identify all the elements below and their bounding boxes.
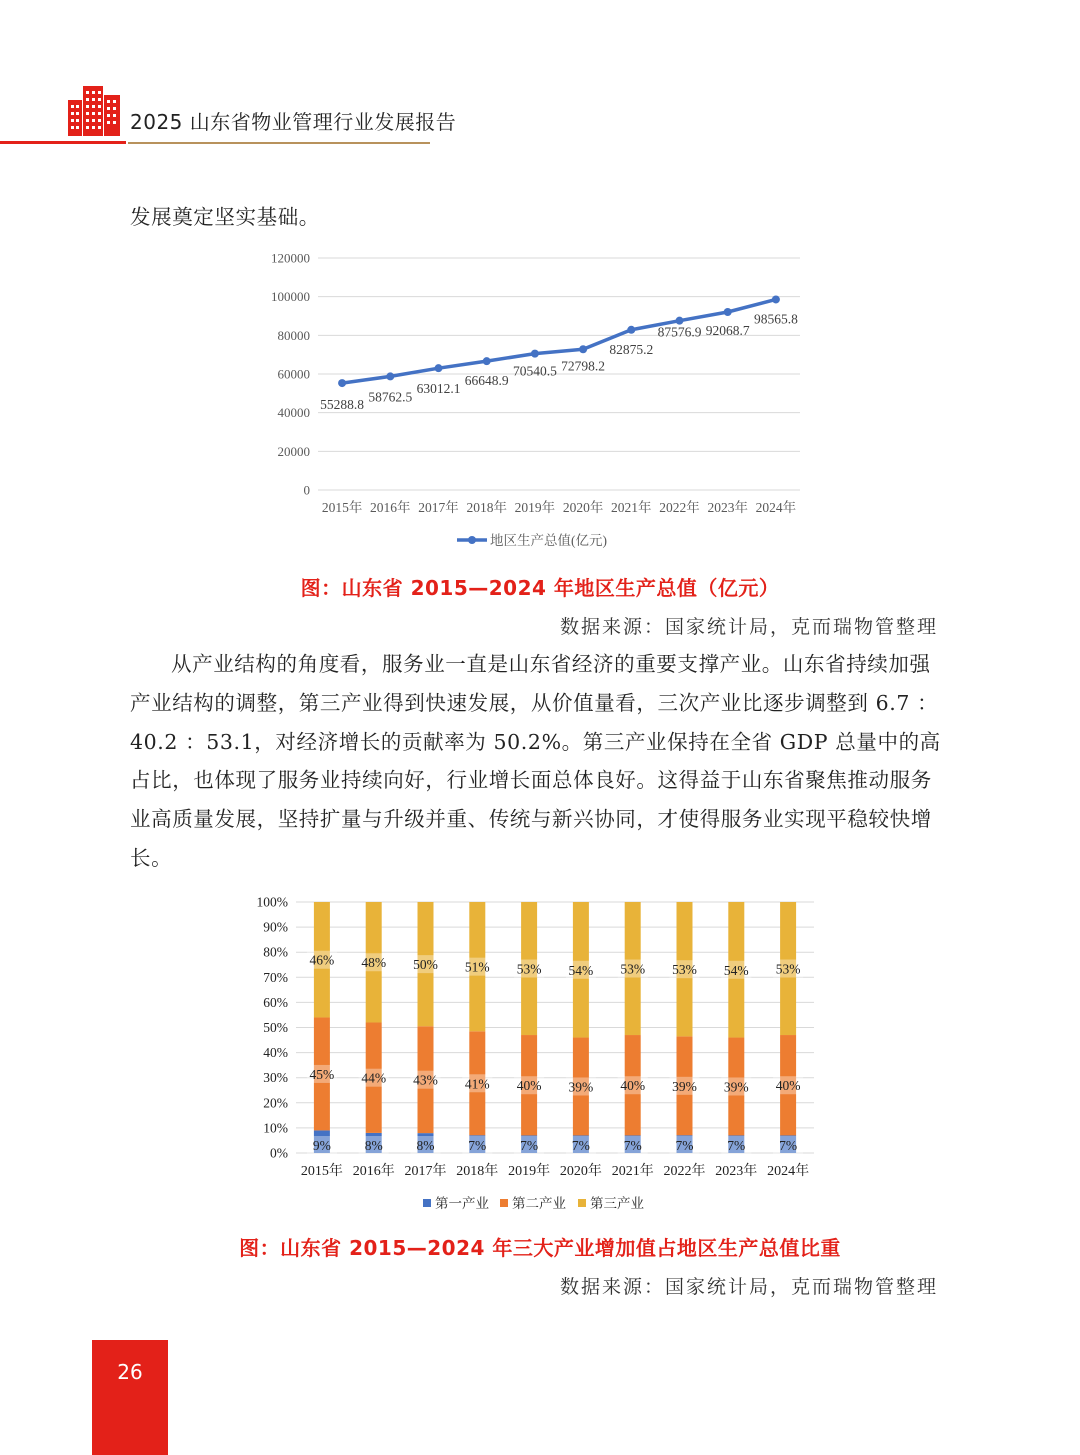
- x-tick-label: 2024年: [767, 1164, 810, 1179]
- data-label: 72798.2: [561, 358, 606, 374]
- chart2-caption: 图：山东省 2015—2024 年三大产业增加值占地区生产总值比重: [239, 1236, 841, 1260]
- x-tick-label: 2019年: [508, 1164, 551, 1179]
- y-tick-label: 70%: [263, 969, 288, 985]
- y-tick-label: 40000: [277, 405, 310, 421]
- building-logo-icon: [68, 86, 120, 136]
- data-label: 7%: [520, 1138, 539, 1153]
- legend-label: 地区生产总值(亿元): [490, 533, 607, 548]
- data-label: 53%: [672, 962, 697, 978]
- x-tick-label: 2017年: [404, 1164, 447, 1179]
- data-label: 8%: [364, 1138, 383, 1153]
- legend: [423, 1195, 644, 1211]
- data-label: 39%: [568, 1079, 594, 1095]
- x-tick-label: 2020年: [559, 1164, 602, 1179]
- data-label: 7%: [623, 1138, 642, 1153]
- data-label: 55288.8: [320, 397, 365, 413]
- y-tick-label: 80000: [277, 327, 310, 343]
- x-tick-label: 2016年: [370, 500, 411, 515]
- data-label: 7%: [779, 1138, 798, 1153]
- data-label: 66648.9: [464, 373, 509, 389]
- data-label: 8%: [416, 1138, 435, 1153]
- y-tick-label: 30%: [263, 1070, 288, 1086]
- data-label: 53%: [620, 961, 646, 977]
- page-number-tab: [92, 1340, 168, 1455]
- data-label: 92068.7: [705, 323, 750, 339]
- y-tick-label: 90%: [263, 919, 288, 935]
- data-point: [772, 295, 780, 303]
- x-tick-label: 2023年: [715, 1164, 758, 1179]
- data-label: 48%: [361, 955, 387, 971]
- chart1-source: 数据来源：国家统计局，克而瑞物管整理: [559, 616, 938, 638]
- data-label: 39%: [723, 1079, 749, 1095]
- data-label: 43%: [413, 1072, 438, 1088]
- data-label: 7%: [571, 1138, 590, 1153]
- page-number: 26: [117, 1360, 143, 1384]
- x-tick-label: 2018年: [456, 1164, 499, 1179]
- data-label: 98565.8: [753, 311, 798, 327]
- x-tick-label: 2023年: [707, 500, 748, 515]
- data-point: [386, 372, 394, 380]
- y-tick-label: 80%: [263, 944, 288, 960]
- data-label: 7%: [468, 1138, 487, 1153]
- legend-label: 第二产业: [512, 1196, 566, 1211]
- data-label: 9%: [312, 1138, 331, 1153]
- data-point: [483, 357, 491, 365]
- y-tick-label: 0%: [270, 1145, 288, 1161]
- data-label: 39%: [672, 1078, 697, 1094]
- x-tick-label: 2021年: [611, 1164, 654, 1179]
- legend-swatch: [500, 1199, 508, 1207]
- data-label: 70540.5: [512, 363, 557, 379]
- y-tick-label: 10%: [263, 1120, 288, 1136]
- y-tick-label: 20%: [263, 1095, 288, 1111]
- x-tick-label: 2016年: [352, 1164, 395, 1179]
- data-label: 58762.5: [368, 389, 413, 405]
- legend-swatch: [578, 1199, 586, 1207]
- y-tick-label: 100000: [271, 289, 310, 305]
- legend-label: 第一产业: [435, 1196, 489, 1211]
- x-tick-label: 2018年: [466, 500, 507, 515]
- data-label: 54%: [568, 962, 594, 978]
- chart2-source: 数据来源：国家统计局，克而瑞物管整理: [559, 1276, 938, 1298]
- data-label: 44%: [361, 1070, 387, 1086]
- x-tick-label: 2017年: [418, 500, 459, 515]
- x-tick-label: 2022年: [659, 500, 700, 515]
- data-point: [579, 345, 587, 353]
- x-tick-label: 2019年: [514, 500, 556, 515]
- x-tick-label: 2020年: [562, 500, 604, 515]
- data-label: 54%: [723, 962, 749, 978]
- x-tick-label: 2015年: [321, 500, 363, 515]
- data-label: 7%: [727, 1138, 746, 1153]
- industry-share-bar-chart: [240, 885, 840, 1220]
- series-line: [342, 299, 776, 383]
- data-point: [435, 364, 443, 372]
- x-tick-label: 2015年: [300, 1164, 343, 1179]
- report-title: 2025 山东省物业管理行业发展报告: [130, 110, 457, 134]
- data-label: 45%: [309, 1066, 335, 1082]
- data-label: 53%: [775, 961, 801, 977]
- data-label: 50%: [413, 957, 438, 973]
- y-tick-label: 60%: [263, 994, 288, 1010]
- data-label: 40%: [775, 1078, 801, 1094]
- legend-marker: [468, 536, 476, 544]
- intro-paragraph: 发展奠定坚实基础。: [130, 205, 320, 229]
- data-point: [724, 308, 732, 316]
- y-tick-label: 120000: [271, 250, 310, 266]
- header-red-rule: [0, 141, 126, 144]
- y-tick-label: 40%: [263, 1045, 288, 1061]
- data-label: 7%: [675, 1138, 694, 1153]
- data-label: 53%: [516, 961, 542, 977]
- data-label: 40%: [620, 1078, 646, 1094]
- data-label: 41%: [464, 1076, 490, 1092]
- data-label: 51%: [464, 959, 490, 975]
- data-label: 82875.2: [609, 341, 654, 357]
- legend: [457, 532, 607, 548]
- data-label: 87576.9: [657, 324, 702, 340]
- x-tick-label: 2021年: [611, 500, 652, 515]
- data-point: [627, 326, 635, 334]
- x-tick-label: 2024年: [755, 500, 797, 515]
- header-gold-rule: [128, 142, 430, 144]
- data-point: [676, 317, 684, 325]
- legend-swatch: [423, 1199, 431, 1207]
- data-point: [338, 379, 346, 387]
- body-paragraph: 从产业结构的角度看，服务业一直是山东省经济的重要支撑产业。山东省持续加强产业结构的调整，第三产业得到快速发展，从价值量看，三次产业比逐步调整到 6.7 ：40.2 ：53.1，对经济增长的贡献率为 50.2%。第三产业保持在全省 GDP 总量中的高占比，也体现了服务业持续向好，行业增长面总体良好。这得益于山东省聚焦推动服务业高质量发展，坚持扩量与升级并重、传统与新兴协同，才使得服务业实现平稳较快增长。: [130, 652, 941, 870]
- data-label: 40%: [516, 1078, 542, 1094]
- y-tick-label: 50%: [263, 1020, 288, 1035]
- data-label: 46%: [309, 952, 335, 968]
- y-tick-label: 60000: [277, 366, 310, 382]
- gdp-line-chart: [250, 245, 830, 560]
- data-point: [531, 350, 539, 358]
- chart1-caption: 图：山东省 2015—2024 年地区生产总值（亿元）: [300, 576, 780, 600]
- data-label: 63012.1: [416, 381, 461, 397]
- x-tick-label: 2022年: [663, 1164, 706, 1179]
- y-tick-label: 20000: [277, 443, 310, 459]
- y-tick-label: 100%: [256, 894, 288, 910]
- y-tick-label: 0: [303, 482, 310, 498]
- legend-label: 第三产业: [590, 1196, 644, 1211]
